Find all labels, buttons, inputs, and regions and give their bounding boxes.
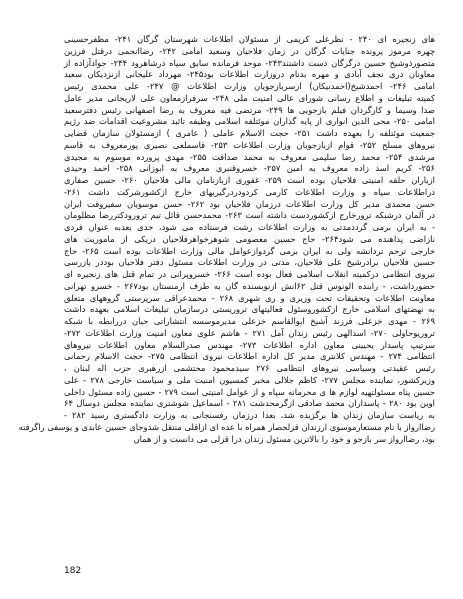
text-line: تروریوحاولی ۲۷۰- اسدالهی رئیس زندان آمل ۲۷۱ - هاشم علوی معاون امنیت وزارت اطلاعات ۲۷۲- (64, 327, 435, 338)
text-line: در آلمان درشبکه ترورخارج ازکشوردست داشته است ۲۶۳- محمدحسن قائل تیم ترورودکتررضا مظلومان (64, 210, 435, 221)
text-line: رئیس عقیدتی وسیاسی نیروهای انتظامی ۲۷۶ سیدمحمود محتشمی ازرهبری حزب اله لبنان ، (64, 363, 435, 373)
text-line: صدا وسیما و کارگردان فیلم بازجویی ها ۲۴۹- مرتضی فیه معروف به رضا اصفهانی رئیس دفترسعید (64, 104, 436, 115)
text-line: به نهضتهای اسلامی خارج ازکشوروسئول فعالیتهای تروریستی درسازمان تبلیغات اسلامی بعهده داشت (64, 304, 435, 315)
text-line: - به ایران برمی گرددمدتی به وزارت اطلاعات رشت فرستاده می شود، جدی بعدبه عنوان فردی (64, 222, 435, 232)
text-line: نازاضی پذاهنده می شود۲۶۴- حاج حسین معصومی شوهرخواهرفلاحیان دریکی از ماموریت های (64, 233, 435, 244)
text-line: های زنجیره ای ۲۴۰ - نظرعلی کریمی از مسئولان اطلاعات شهرستان گرگان ۲۴۱- مظفرحسینی (64, 34, 435, 44)
text-line: امامی ۲۵۰- محی الدین انواری از پایه گذاران موئتلفه اسلامی وظیفه تائید مشروعیت اقدامات ضد رژیم (64, 116, 435, 127)
text-line: وزیرکشور، نماینده مجلس ۲۷۷- کاظم جلالی مخبر کمسیون امنیت ملی و سیاست خارجی ۲۷۸ - علی (64, 374, 435, 385)
text-line: حضورداشت، - رابنده الونوس قتل ۶۲انش ازنوبسنده گان به طرف ارمنستان بود۲۶۷ - خسرو تهرانی (64, 280, 435, 291)
text-line: حسین فلاحیان برادرشیخ علی فلاحیان، مدتی در وزارت اطلاعات مسئول دفتر فلاحیان بوددر بازرسی (64, 257, 435, 268)
text-line: ازیاران حلقه امنیتی فلاحیان بوده است ۲۵۹- غفوری ازبازنامان مالی فلاحیان ۲۶۰- حسین صفاری (64, 175, 435, 185)
text-line: بود، رضاارواز سر بازجو و خود را بالاترین مسئول زندان درا قزلی می دانست و از همان (133, 433, 435, 444)
text-line: حسین پناه مسئولتهیه لوازم ها ی محرمانه سپاه و از عوامل امنیتی است ۲۷۹ - حسین زاده مسئول داخلی (64, 386, 435, 397)
text-line: چهره مرموز پرونده جنایات گرگان در زمان فلاحیان وسعید امامی ۲۴۲- رضاانجمی درقتل فرزین (64, 45, 436, 56)
text-line: کمیته تبلیغات و اطلاع رسانی شورای عالی امنیت ملی ۲۴۸- سرفرازمعاون علی لاریجانی مدیر عامل (64, 92, 436, 103)
body-text (18, 34, 436, 445)
text-line: مرشدی ۲۵۴- محمد رضا سلیمی معروف به محمد صداقت ۲۵۵- مهدی پرورده موسوم به مجیدی (64, 151, 435, 162)
text-line: امامی ۲۴۶- احمدشیخ(احمدنیکان) ازسربازجویان وزارت اطلاعات @ ۲۴۷- علی محمدی رئیس (64, 81, 435, 91)
text-line: ۲۵۶- کریم اسد زاده معروف به امین ۲۵۷- خسروقنبری معروف به ابوزانی ۲۵۸- احمد وحیدی (64, 163, 435, 174)
text-line: سرتیپ پاسدار یحیینی معاون اداره اطلاعات ۲۷۳- مهندس صدرالسلام معاون اطلاعات نیروهای (64, 339, 436, 350)
text-line: متصورذوشیخ حسین درگرگان دست داشتند۲۴۳- موحد فرمانده سابق سپاه درشاهرود ۲۴۴- جوادآزاده از (64, 57, 436, 68)
text-line: معاونان دری نجف آبادی و مهره بدنام دروزارت اطلاعات بود۲۴۵- مهرداد علیخانی ازنزدیکان سعید (64, 69, 436, 80)
text-line: نیروهای مسلح ۲۵۲- قوام ازبازجویان وزارت اطلاعات ۲۵۳- قاسملعی نصیری پورمعروف به قاسم (64, 139, 435, 150)
text-line: به ریاست سازمان زندان ها برگزیده شد، بعدا درزمان رفسنجانی به وزارت دادگستری رسید ۲۸۲ - (64, 410, 435, 420)
text-line: رضاارواز با نام مستعارموسوی ارزندان قزلحصار همراه با عده ای ازاقلی منتقل شدوجای حسین عابدی و یوسفی راگرفته (18, 421, 435, 432)
text-line: انتظامی ۲۷۴ - مهندس کلانتری مدیر کل اداره اطلاعات نیروی انتظامی ۲۷۵- حجت الاسلام رحمانی (64, 351, 435, 362)
text-line: دراطلاعات سپاه و وزارت اطلاعات کارمی کردودردرگیریهای خارج ازکشورشرکت داشت ۲۶۱- (64, 186, 435, 197)
text-line: جمعیت موئتلفه را بعهده داشت ۲۵۱- حجت الاسلام عاملی ( عامری ) ازمسئولان سازمان قضایی (64, 128, 435, 138)
text-line: حسن محمدی مدیر کل وزارت اطلاعات درزمان فلاحیان بود ۲۶۲- حسن موسویان سفیروقت ایران (64, 198, 435, 209)
text-line: اوین بود ۲۸۰ - پاسداران محمد صادقی ازگرمحدشت ۲۸۱ - اسماعیل شوشتری نماینده مجلس دوسال ۶۴ (64, 398, 436, 409)
text-line: معاونت اطلاعات وتحقیقات تحت وزیری و ری شهری ۲۶۸ - محمدعراقی سرپرستی گروههای متعلق (64, 292, 436, 303)
text-line: ۲۶۹ - مهدی خزعلی فرزند آشیخ ابوالقاسم خزعلی مدیرموسسه انتشاراتی حیان دررابطه با شبکه (64, 316, 435, 326)
text-line: نیروی انتظامی درکمیته انقلاب اسلامی فعال بوده است ۲۶۶- خسروپرانی در تمام قتل های زنجیره ای (64, 269, 435, 279)
page-number: 182 (64, 566, 82, 576)
text-line: خارجی ترحم تردانشه ولی به ایران برمی گردوازعوامل مالی وزارت اطلاعات بوده است ۲۶۵- حاج (64, 245, 435, 256)
